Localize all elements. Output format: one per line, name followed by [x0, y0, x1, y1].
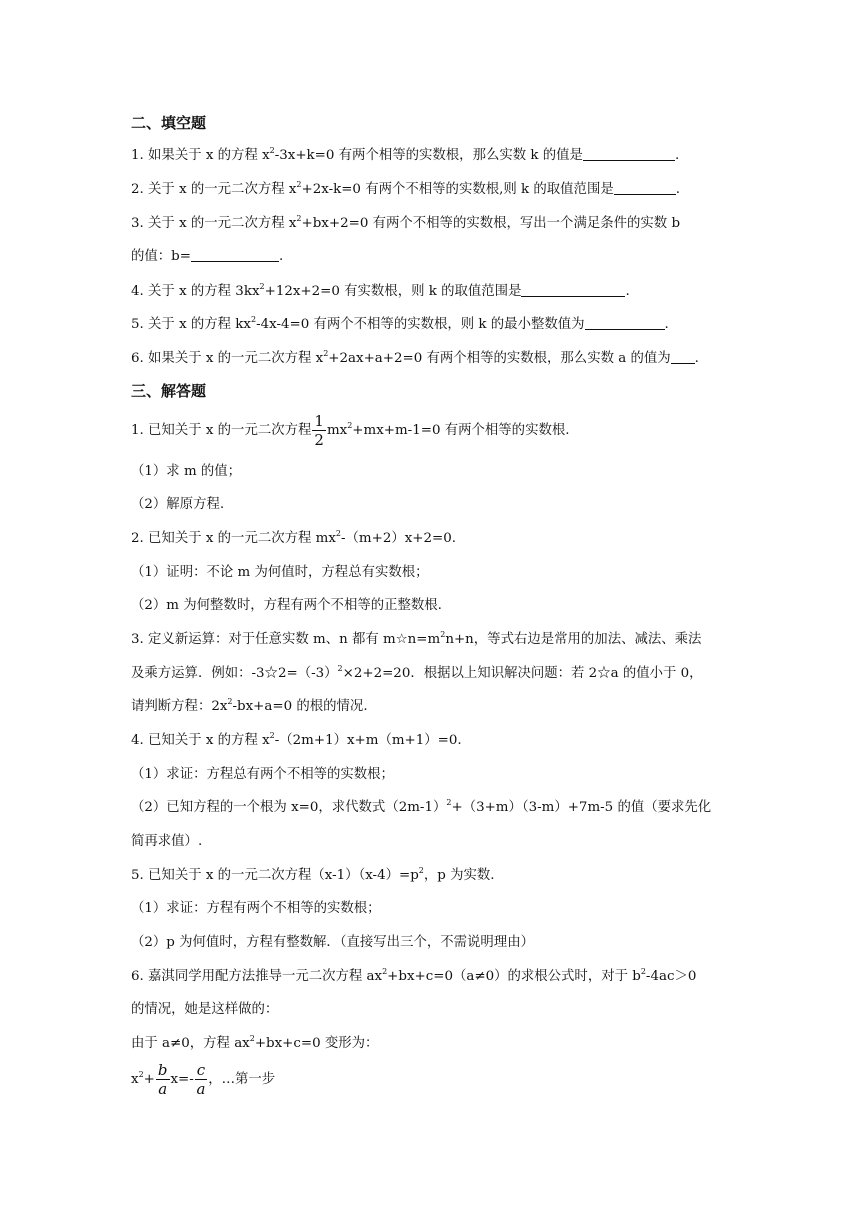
question-3-3-line2: 及乘方运算．例如：$-3☆2=(-3)^2\times 2+2=20$．根据以上知识解决问题：若 2☆a 的值小于 0， — [131, 664, 703, 681]
question-2-3-line2: 的值：b= . — [131, 249, 284, 264]
question-3-1-part1: （1）求 m 的值； — [131, 464, 242, 479]
question-3-4: 4. 已知关于 x 的方程 $x^2-(2m+1)x+m(m+1)=0$. — [131, 731, 462, 748]
question-2-5: 5. 关于 x 的方程 $kx^2-4x-4=0$ 有两个不相等的实数根，则 k 的最小整数值为 . — [131, 315, 669, 332]
question-3-3: 3. 定义新运算：对于任意实数 m、n 都有 $m☆n=m^2n+n$，等式右边是常用的加法、减法、乘法 — [131, 630, 702, 647]
question-3-5-part2: （2）p 为何值时，方程有整数解．（直接写出三个，不需说明理由） — [131, 935, 534, 950]
fraction-c-over-a: $\frac{c}{a}$ — [196, 1061, 206, 1098]
question-3-4-part2: （2）已知方程的一个根为 x=0，求代数式$(2m-1)^2+(3+m)(3-m)+7m-5$ 的值（要求先化 — [131, 798, 712, 815]
answer-blank[interactable] — [521, 283, 625, 297]
answer-blank[interactable] — [583, 147, 675, 161]
question-3-4-part2-line2: 简再求值）. — [131, 834, 203, 849]
question-3-3-line3: 请判断方程：$2x^2-bx+a=0$ 的根的情况. — [131, 697, 368, 714]
question-3-1: 1. 已知关于 x 的一元二次方程 $\frac{1}{2}$ $mx^2+mx+m-1=0$ 有两个相等的实数根. — [131, 412, 570, 449]
section-title-solve: 三、解答题 — [131, 382, 207, 400]
answer-blank[interactable] — [671, 350, 695, 364]
question-2-3: 3. 关于 x 的一元二次方程 $x^2+bx+2=0$ 有两个不相等的实数根，写出一个满足条件的实数 b — [131, 214, 681, 231]
fraction-one-half: $\frac{1}{2}$ — [314, 412, 324, 449]
question-3-6: 6. 嘉淇同学用配方法推导一元二次方程 $ax^2+bx+c=0(a\ne 0)$的求根公式时，对于 $b^2-4ac>0$ — [131, 967, 697, 984]
answer-blank[interactable] — [614, 181, 676, 195]
question-2-4: 4. 关于 x 的方程 $3kx^2+12x+2=0$ 有实数根，则 k 的取值范围是 . — [131, 282, 630, 299]
question-3-5-part1: （1）求证：方程有两个不相等的实数根； — [131, 901, 381, 916]
answer-blank[interactable] — [191, 248, 279, 262]
question-2-2: 2. 关于 x 的一元二次方程 $x^2+2x-k=0$ 有两个不相等的实数根,则 k 的取值范围是 . — [131, 180, 680, 197]
question-3-6-step1: $x^2+$ $\frac{b}{a}$ x=- $\frac{c}{a}$ ，…第一步 — [131, 1061, 276, 1098]
section-title-fill-in: 二、填空题 — [131, 114, 207, 132]
question-2-6: 6. 如果关于 x 的一元二次方程 $x^2+2ax+a+2=0$ 有两个相等的实数根，那么实数 a 的值为 . — [131, 349, 699, 366]
question-3-6-line3: 由于 a≠0，方程 $ax^2+bx+c=0$ 变形为： — [131, 1034, 379, 1051]
question-2-1: 1. 如果关于 x 的方程 $x^2-3x+k=0$ 有两个相等的实数根，那么实数 k 的值是 . — [131, 146, 680, 163]
answer-blank[interactable] — [585, 316, 665, 330]
question-3-2: 2. 已知关于 x 的一元二次方程 $mx^2-(m+2)x+2=0$. — [131, 529, 457, 546]
question-3-5: 5. 已知关于 x 的一元二次方程$(x-1)(x-4)=p^2$，p 为实数. — [131, 866, 495, 883]
fraction-b-over-a: $\frac{b}{a}$ — [157, 1061, 168, 1098]
question-3-4-part1: （1）求证：方程总有两个不相等的实数根； — [131, 767, 394, 782]
question-3-2-part1: （1）证明：不论 m 为何值时，方程总有实数根； — [131, 565, 429, 580]
question-3-1-part2: （2）解原方程. — [131, 497, 225, 512]
question-3-2-part2: （2）m 为何整数时，方程有两个不相等的正整数根. — [131, 598, 442, 613]
question-3-6-line2: 的情况，她是这样做的： — [131, 1002, 279, 1017]
